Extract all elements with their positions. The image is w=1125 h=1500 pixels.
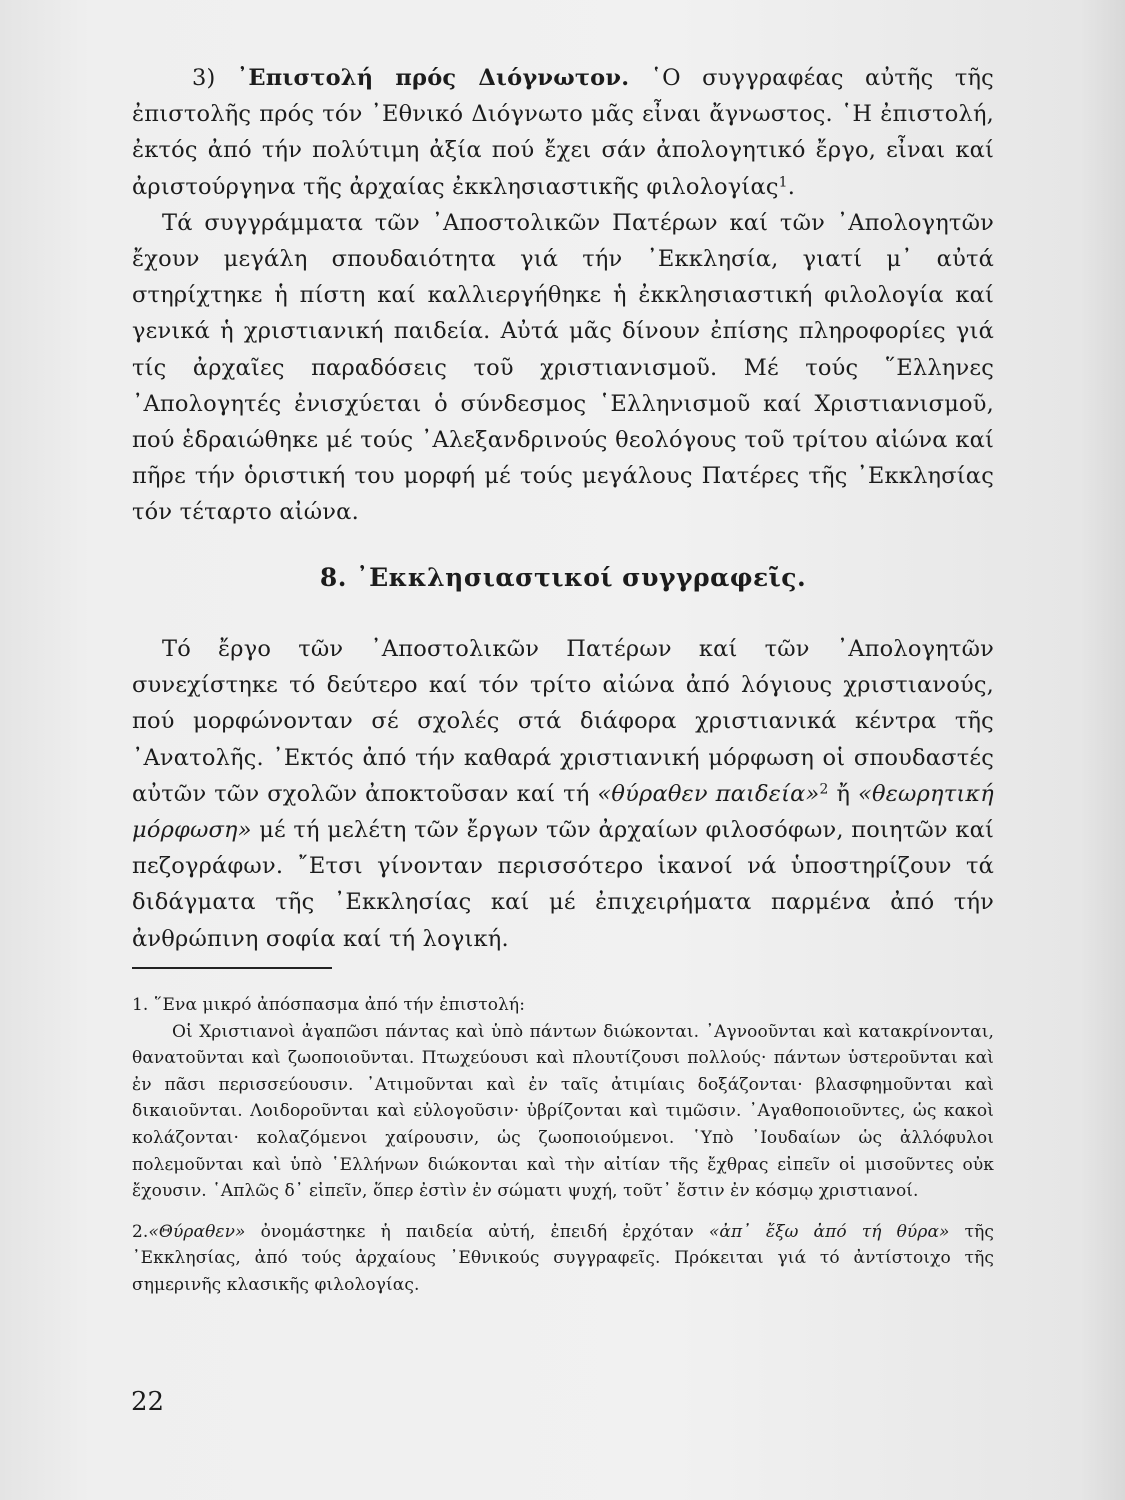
footnote-divider	[132, 967, 332, 969]
item-title: ᾿Επιστολή πρός Διόγνωτον.	[236, 65, 630, 91]
section-heading: 8. ᾿Εκκλησιαστικοί συγγραφεῖς.	[319, 563, 807, 592]
italic-term: «ἀπ᾿ ἔξω ἀπό τή θύρα»	[708, 1221, 950, 1242]
italic-term: «θύραθεν παιδεία»	[597, 780, 820, 807]
text-run: Τό ἔργο τῶν ᾿Αποστολικῶν Πατέρων καί τῶν ᾿Απολογητῶν συνεχίστηκε τό δεύτερο καί τόν τρίτο αἰώνα ἀπό λόγιους χριστιανούς, πού μορφώνονταν σέ σχολές στά διάφορα χριστιανικά κέντρα τῆς ᾿Ανατολῆς. ᾿Εκτός ἀπό τήν καθαρά χριστιανική μόρφωση οἱ σπουδαστές αὐτῶν τῶν σχολῶν ἀποκτοῦσαν καί τή	[132, 636, 994, 807]
item-text-end: .	[787, 173, 796, 200]
item-text: ῾Ο συγγραφέας αὐτῆς τῆς ἐπιστολῆς πρός τόν ᾿Εθνικό Διόγνωτο μᾶς εἶναι ἄγνωστος. ῾Η ἐπιστολή, ἐκτός ἀπό τήν πολύτιμη ἀξία πού ἔχει σάν ἀπολογητικό ἔργο, εἶναι καί ἀριστούργηνα τῆς ἀρχαίας ἐκκλησιαστικῆς φιλολογίας	[132, 65, 994, 200]
text-run: ἤ	[828, 780, 859, 807]
text-run: ὀνομάστηκε ἡ παιδεία αὐτή, ἐπειδή ἐρχόταν	[245, 1221, 709, 1242]
paragraph: Τά συγγράμματα τῶν ᾿Αποστολικῶν Πατέρων καί τῶν ᾿Απολογητῶν ἔχουν μεγάλη σπουδαιότητα γιά τήν ᾿Εκκλησία, γιατί μ᾿ αὐτά στηρίχτηκε ἡ πίστη καί καλλιεργήθηκε ἡ ἐκκλησιαστική φιλολογία καί γενικά ἡ χριστιανική παιδεία. Αὐτά μᾶς δίνουν ἐπίσης πληροφορίες γιά τίς ἀρχαῖες παραδόσεις τοῦ χριστιανισμοῦ. Μέ τούς ῞Ελληνες ᾿Απολογητές ἐνισχύεται ὁ σύνδεσμος ῾Ελληνισμοῦ καί Χριστιανισμοῦ, πού ἑδραιώθηκε μέ τούς ᾿Αλεξανδρινούς θεολόγους τοῦ τρίτου αἰώνα καί πῆρε τήν ὁριστική του μορφή μέ τούς μεγάλους Πατέρες τῆς ᾿Εκκλησίας τόν τέταρτο αἰώνα.	[132, 209, 994, 526]
italic-term: «θεωρητική μόρφωση»	[132, 780, 994, 844]
footnote-ref: 2	[819, 781, 829, 798]
paragraph	[132, 631, 994, 957]
section-7-text	[132, 60, 994, 531]
item-number: 3)	[192, 65, 237, 91]
text-run: τῆς ᾿Εκκλησίας, ἀπό τούς ἀρχαίους ᾿Εθνικούς συγγραφεῖς. Πρόκειται γιά τό ἀντίστοιχο τῆς σημερινῆς κλασικῆς φιλολογίας.	[132, 1221, 994, 1295]
page-number: 22	[131, 1387, 165, 1417]
footnote-1: 1. ῞Ενα μικρό ἀπόσπασμα ἀπό τήν ἐπιστολή:	[132, 995, 526, 1015]
italic-term: «Θύραθεν»	[148, 1221, 246, 1242]
footnotes	[132, 992, 994, 1299]
section-8-text	[132, 631, 994, 957]
footnote-1-quote: Οἱ Χριστιανοὶ ἀγαπῶσι πάντας καὶ ὑπὸ πάντων διώκονται. ᾿Αγνοοῦνται καὶ κατακρίνονται, θανατοῦνται καὶ ζωοποιοῦνται. Πτωχεύουσι καὶ πλουτίζουσι πολλούς· πάντων ὑστεροῦνται καὶ ἐν πᾶσι περισσεύουσιν. ᾿Ατιμοῦνται καὶ ἐν ταῖς ἀτιμίαις δοξάζονται· βλασφημοῦνται καὶ δικαιοῦνται. Λοιδοροῦνται καὶ εὐλογοῦσιν· ὑβρίζονται καὶ τιμῶσιν. ᾿Αγαθοποιοῦντες, ὡς κακοὶ κολάζονται· κολαζόμενοι χαίρουσιν, ὡς ζωοποιούμενοι. ῾Υπὸ ᾿Ιουδαίων ὡς ἀλλόφυλοι πολεμοῦνται καὶ ὑπὸ ῾Ελλήνων διώκονται καὶ τὴν αἰτίαν τῆς ἔχθρας εἰπεῖν οἱ μισοῦντες οὐκ ἔχουσιν. ῾Απλῶς δ᾿ εἰπεῖν, ὅπερ ἐστὶν ἐν σώματι ψυχή, τοῦτ᾿ ἔστιν ἐν κόσμῳ χριστιανοί.	[132, 1021, 994, 1202]
footnote-ref: 1	[778, 173, 788, 190]
text-run: μέ τή μελέτη τῶν ἔργων τῶν ἀρχαίων φιλοσόφων, ποιητῶν καί πεζογράφων. ῎Ετσι γίνονταν περισσότερο ἱκανοί νά ὑποστηρίζουν τά διδάγματα τῆς ᾿Εκκλησίας καί μέ ἐπιχειρήματα παρμένα ἀπό τήν ἀνθρώπινη σοφία καί τή λογική.	[132, 817, 994, 952]
item-3-paragraph	[132, 60, 994, 205]
footnote-2	[132, 1219, 994, 1299]
footnote-number: 2.	[132, 1221, 149, 1242]
